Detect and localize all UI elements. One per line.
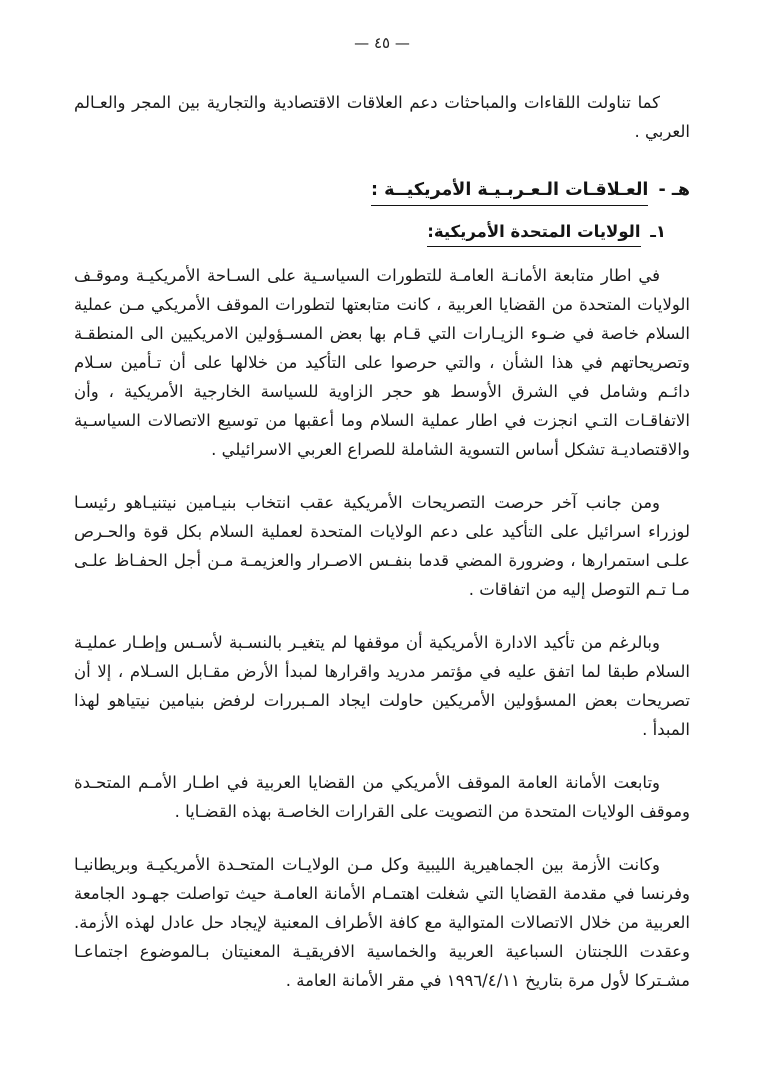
- intro-paragraph: كما تناولت اللقاءات والمباحثات دعم العلاقات الاقتصادية والتجارية بين المجر والعـالم العربي .: [74, 93, 690, 141]
- body-paragraph-us-administration: وبالرغم من تأكيد الادارة الأمريكية أن موقفها لم يتغيـر بالنسـبة لأسـس وإطـار عمليـة السلام طبقا لما اتفق عليه في مؤتمر مدريد واقرارها لمبدأ الأرض مقـابل السـلام ، إلا أن تصريحات بعض المسؤولين الأمريكين حاولت ايجاد المـبررات لرفض بنيامين نيتياهو لهذا المبدأ .: [74, 633, 690, 739]
- body-paragraph-libya-crisis: وكانت الأزمة بين الجماهيرية الليبية وكل مـن الولايـات المتحـدة الأمريكيـة وبريطانيـا وفرنسا في مقدمة القضايا التي شغلت اهتمـام الأمانة العامـة حيث تواصلت جهـود الجامعة العربية من خلال الاتصالات المتوالية مع كافة الأطراف المعنية لإيجاد حل عادل لهذه الأزمة. وعقدت اللجنتان السباعية العربية والخماسية الافريقيـة المعنيتان بـالموضوع اجتماعـا مشـتركا لأول مرة بتاريخ ١٩٩٦/٤/١١ في مقر الأمانة العامة .: [74, 855, 690, 990]
- subsection-heading-title: الولايات المتحدة الأمريكية:: [427, 222, 640, 247]
- section-heading-title: العـلاقـات الـعـربـيـة الأمريكيــة :: [371, 180, 648, 206]
- body-paragraph-us-position: في اطار متابعة الأمانـة العامـة للتطورات السياسـية على السـاحة الأمريكيـة وموقـف الولايات المتحدة من القضايا العربية ، كانت متابعتها لتطورات الموقف الأمريكي مـن عملية السلام خاصة في ضـوء الزيـارات التي قـام بها بعض المسـؤولين الامريكيين الى المنطقـة وتصريحاتهم في هذا الشأن ، والتي حرصوا على التأكيد من خلالها على أن تـأمين سـلام دائـم وشامل في الشرق الأوسط هو حجر الزاوية للسياسة الخارجية الأمريكية ، وأن الاتفاقـات التـي انجزت في اطار عملية السلام وما أعقبها من توسيع الاتصالات السياسـية والاقتصاديـة تشكل أساس التسوية الشاملة للصراع العربي الاسرائيلي .: [74, 266, 690, 459]
- section-heading-marker: هـ -: [658, 180, 690, 200]
- body-paragraph-statements-after-election: ومن جانب آخر حرصت التصريحات الأمريكية عقب انتخاب بنيـامين نيتنيـاهو رئيسـا لوزراء اسرائيل على التأكيد على دعم الولايات المتحدة لعملية السلام بكل قوة والحـرص علـى استمرارها ، وضرورة المضي قدما بنفـس الاصـرار والعزيمـة مـن أجل الحفـاظ علـى مـا تـم التوصل إليه من اتفاقات .: [74, 493, 690, 599]
- page-number: — ٤٥ —: [354, 34, 410, 52]
- subsection-heading-marker: ١ـ: [650, 222, 666, 241]
- body-paragraph-un-follow-up: وتابعت الأمانة العامة الموقف الأمريكي من القضايا العربية في اطـار الأمـم المتحـدة وموقف الولايات المتحدة من التصويت على القرارات الخاصـة بهذه القضـايا .: [74, 773, 690, 821]
- subsection-heading: [74, 222, 666, 241]
- section-heading: [74, 180, 690, 200]
